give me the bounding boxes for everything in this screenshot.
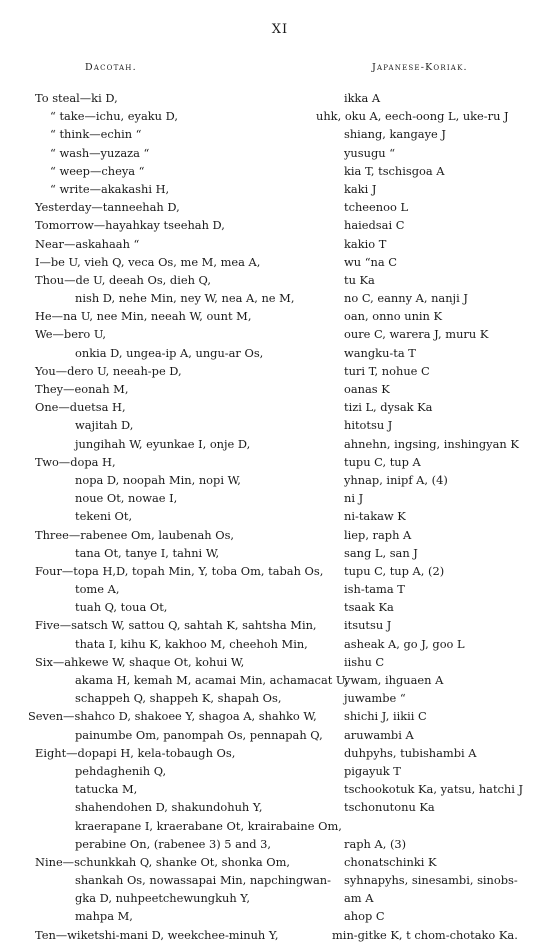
- dacotah-entry: Three—rabenee Om, laubenah Os,: [35, 527, 235, 542]
- dacotah-entry: tatucka M,: [75, 782, 138, 797]
- japanese-koriak-entry: ywam, ihguaen A: [344, 673, 444, 687]
- dacotah-entry: nopa D, noopah Min, nopi W,: [75, 472, 241, 487]
- japanese-koriak-entry: kaki J: [344, 181, 377, 196]
- vocabulary-row: [0, 889, 560, 907]
- japanese-koriak-entry: uhk, oku A, eech-oong L, uke-ru J: [316, 109, 509, 124]
- dacotah-entry: “ wash—yuzaza “: [50, 145, 150, 160]
- japanese-koriak-entry: am A: [344, 891, 374, 906]
- japanese-koriak-entry: shichi J, iikii C: [344, 709, 427, 724]
- dacotah-entry: He—na U, nee Min, neeah W, ount M,: [35, 309, 252, 324]
- dacotah-entry: “ take—ichu, eyaku D,: [50, 109, 178, 124]
- dacotah-entry: shahendohen D, shakundohuh Y,: [75, 800, 263, 815]
- vocabulary-row: [0, 198, 560, 216]
- dacotah-entry: tuah Q, toua Ot,: [75, 600, 168, 615]
- vocabulary-row: [0, 271, 560, 289]
- dacotah-entry: painumbe Om, panompah Os, pennapah Q,: [75, 727, 323, 742]
- dacotah-entry: mahpa M,: [75, 909, 133, 924]
- japanese-koriak-entry: aruwambi A: [344, 727, 414, 742]
- vocabulary-row: [0, 435, 560, 453]
- japanese-koriak-entry: oan, onno unin K: [344, 309, 443, 324]
- japanese-koriak-entry: wangku-ta T: [344, 345, 416, 360]
- vocabulary-row: [0, 162, 560, 180]
- japanese-koriak-entry: tschookotuk Ka, yatsu, hatchi J: [344, 782, 524, 797]
- japanese-koriak-entry: haiedsai C: [344, 218, 405, 233]
- japanese-koriak-entry: kia T, tschisgoa A: [344, 163, 445, 178]
- japanese-koriak-entry: pigayuk T: [344, 763, 401, 778]
- japanese-koriak-entry: tupu C, tup A, (2): [344, 563, 445, 578]
- dacotah-entry: Thou—de U, deeah Os, dieh Q,: [35, 272, 211, 287]
- vocabulary-row: [0, 744, 560, 762]
- vocabulary-row: [0, 653, 560, 671]
- japanese-koriak-entry: ahnehn, ingsing, inshingyan K: [344, 436, 519, 451]
- vocabulary-row: [0, 671, 560, 689]
- japanese-koriak-entry: iishu C: [344, 654, 385, 669]
- japanese-koriak-entry: ni-takaw K: [344, 509, 406, 524]
- vocabulary-row: [0, 398, 560, 416]
- dacotah-entry: tana Ot, tanye I, tahni W,: [75, 545, 220, 560]
- vocabulary-row: [0, 907, 560, 925]
- japanese-koriak-entry: tcheenoo L: [344, 200, 409, 215]
- vocabulary-row: [0, 853, 560, 871]
- japanese-koriak-entry: tu Ka: [344, 272, 375, 287]
- japanese-koriak-entry: duhpyhs, tubishambi A: [344, 745, 477, 760]
- vocabulary-row: [0, 416, 560, 434]
- vocabulary-row: [0, 635, 560, 653]
- japanese-koriak-entry: tupu C, tup A: [344, 454, 421, 469]
- vocabulary-row: [0, 362, 560, 380]
- vocabulary-row: [0, 598, 560, 616]
- japanese-koriak-entry: ikka A: [344, 91, 381, 105]
- japanese-koriak-entry: ni J: [344, 491, 364, 506]
- vocabulary-row: [0, 926, 560, 944]
- dacotah-entry: wajitah D,: [75, 418, 134, 433]
- vocabulary-row: [0, 580, 560, 598]
- japanese-koriak-entry: turi T, nohue C: [344, 363, 430, 378]
- dacotah-entry: jungihah W, eyunkae I, onje D,: [75, 436, 251, 451]
- vocabulary-row: [0, 471, 560, 489]
- vocabulary-row: [0, 689, 560, 707]
- vocabulary-row: [0, 307, 560, 325]
- dacotah-entry: Tomorrow—hayahkay tseehah D,: [35, 218, 225, 233]
- dacotah-entry: “ write—akakashi H,: [50, 181, 170, 196]
- dacotah-entry: tome A,: [75, 582, 120, 597]
- japanese-koriak-entry: ish-tama T: [344, 582, 405, 597]
- japanese-koriak-entry: chonatschinki K: [344, 854, 437, 869]
- japanese-koriak-entry: tschonutonu Ka: [344, 800, 435, 815]
- vocabulary-row: [0, 726, 560, 744]
- vocabulary-row: [0, 253, 560, 271]
- vocabulary-row: [0, 507, 560, 525]
- vocabulary-row: [0, 180, 560, 198]
- dacotah-entry: shankah Os, nowassapai Min, napchingwan-: [75, 873, 331, 888]
- dacotah-entry: onkia D, ungea-ip A, ungu-ar Os,: [75, 345, 264, 360]
- vocabulary-row: [0, 489, 560, 507]
- vocabulary-row: [0, 817, 560, 835]
- dacotah-entry: “ weep—cheya “: [50, 163, 145, 178]
- vocabulary-row: [0, 380, 560, 398]
- vocabulary-row: [0, 798, 560, 816]
- vocabulary-row: [0, 562, 560, 580]
- japanese-koriak-entry: min-gitke K, t chom-chotako Ka.: [332, 927, 518, 942]
- dacotah-entry: schappeh Q, shappeh K, shapah Os,: [75, 691, 282, 706]
- vocabulary-row: [0, 526, 560, 544]
- japanese-koriak-entry: asheak A, go J, goo L: [344, 636, 465, 651]
- vocabulary-row: [0, 780, 560, 798]
- japanese-koriak-entry: yusugu “: [344, 145, 396, 160]
- vocabulary-row: [0, 871, 560, 889]
- dacotah-entry: Seven—shahco D, shakoee Y, shagoa A, shahko W,: [28, 709, 317, 724]
- vocabulary-row: [0, 144, 560, 162]
- japanese-koriak-entry: liep, raph A: [344, 527, 412, 542]
- vocabulary-row: [0, 453, 560, 471]
- dacotah-entry: tekeni Ot,: [75, 509, 133, 524]
- column-header-dacotah: Dacotah.: [85, 62, 137, 73]
- vocabulary-row: [0, 344, 560, 362]
- column-header-japanese-koriak: Japanese-Koriak.: [372, 62, 468, 73]
- vocabulary-row: [0, 544, 560, 562]
- vocabulary-row: [0, 235, 560, 253]
- page-number: XI: [271, 22, 289, 37]
- dacotah-entry: “ think—echin “: [50, 127, 142, 142]
- dacotah-entry: To steal—ki D,: [35, 91, 118, 105]
- japanese-koriak-entry: no C, eanny A, nanji J: [344, 291, 468, 306]
- dacotah-entry: Near—askahaah “: [35, 236, 140, 251]
- dacotah-entry: akama H, kemah M, acamai Min, achamacat U,: [75, 673, 349, 687]
- vocabulary-row: [0, 107, 560, 125]
- dacotah-entry: I—be U, vieh Q, veca Os, me M, mea A,: [35, 254, 261, 269]
- japanese-koriak-entry: raph A, (3): [344, 836, 407, 851]
- japanese-koriak-entry: itsutsu J: [344, 618, 392, 633]
- japanese-koriak-entry: wu “na C: [344, 254, 397, 269]
- japanese-koriak-entry: shiang, kangaye J: [344, 127, 446, 142]
- dacotah-entry: Six—ahkewe W, shaque Ot, kohui W,: [35, 654, 245, 669]
- japanese-koriak-entry: yhnap, inipf A, (4): [344, 472, 448, 487]
- japanese-koriak-entry: tizi L, dysak Ka: [344, 400, 433, 415]
- japanese-koriak-entry: syhnapyhs, sinesambi, sinobs-: [344, 873, 518, 888]
- dacotah-entry: Ten—wiketshi-mani D, weekchee-minuh Y,: [35, 927, 279, 942]
- vocabulary-row: [0, 835, 560, 853]
- vocabulary-row: [0, 89, 560, 107]
- dacotah-entry: One—duetsa H,: [35, 400, 126, 415]
- japanese-koriak-entry: ahop C: [344, 909, 385, 924]
- dacotah-entry: You—dero U, neeah-pe D,: [35, 363, 182, 378]
- japanese-koriak-entry: juwambe “: [344, 691, 406, 706]
- dacotah-entry: kraerapane I, kraerabane Ot, krairabaine Om,: [75, 818, 342, 833]
- japanese-koriak-entry: oure C, warera J, muru K: [344, 327, 489, 342]
- dacotah-entry: We—bero U,: [35, 327, 107, 342]
- dacotah-entry: gka D, nuhpeetchewungkuh Y,: [75, 891, 250, 906]
- dacotah-entry: Eight—dopapi H, kela-tobaugh Os,: [35, 745, 236, 760]
- dacotah-entry: They—eonah M,: [35, 382, 129, 396]
- vocabulary-row: [0, 125, 560, 143]
- vocabulary-row: [0, 616, 560, 634]
- vocabulary-row: [0, 216, 560, 234]
- vocabulary-row: [0, 325, 560, 343]
- dacotah-entry: perabine On, (rabenee 3) 5 and 3,: [75, 836, 272, 851]
- japanese-koriak-entry: hitotsu J: [344, 418, 393, 433]
- dacotah-entry: Four—topa H,D, topah Min, Y, toba Om, tabah Os,: [35, 563, 324, 578]
- japanese-koriak-entry: sang L, san J: [344, 545, 418, 560]
- dacotah-entry: thata I, kihu K, kakhoo M, cheehoh Min,: [75, 636, 308, 651]
- dacotah-entry: pehdaghenih Q,: [75, 763, 167, 778]
- dacotah-entry: Two—dopa H,: [35, 454, 116, 469]
- dacotah-entry: Five—satsch W, sattou Q, sahtah K, sahtsha Min,: [35, 618, 317, 633]
- vocabulary-row: [0, 289, 560, 307]
- vocabulary-row: [0, 762, 560, 780]
- japanese-koriak-entry: oanas K: [344, 382, 390, 396]
- dacotah-entry: noue Ot, nowae I,: [75, 491, 178, 506]
- vocabulary-table: [0, 89, 560, 944]
- vocabulary-row: [0, 707, 560, 725]
- dacotah-entry: Yesterday—tanneehah D,: [35, 200, 180, 215]
- japanese-koriak-entry: tsaak Ka: [344, 600, 394, 615]
- japanese-koriak-entry: kakio T: [344, 236, 387, 251]
- dacotah-entry: nish D, nehe Min, ney W, nea A, ne M,: [75, 291, 295, 306]
- dacotah-entry: Nine—schunkkah Q, shanke Ot, shonka Om,: [35, 854, 291, 869]
